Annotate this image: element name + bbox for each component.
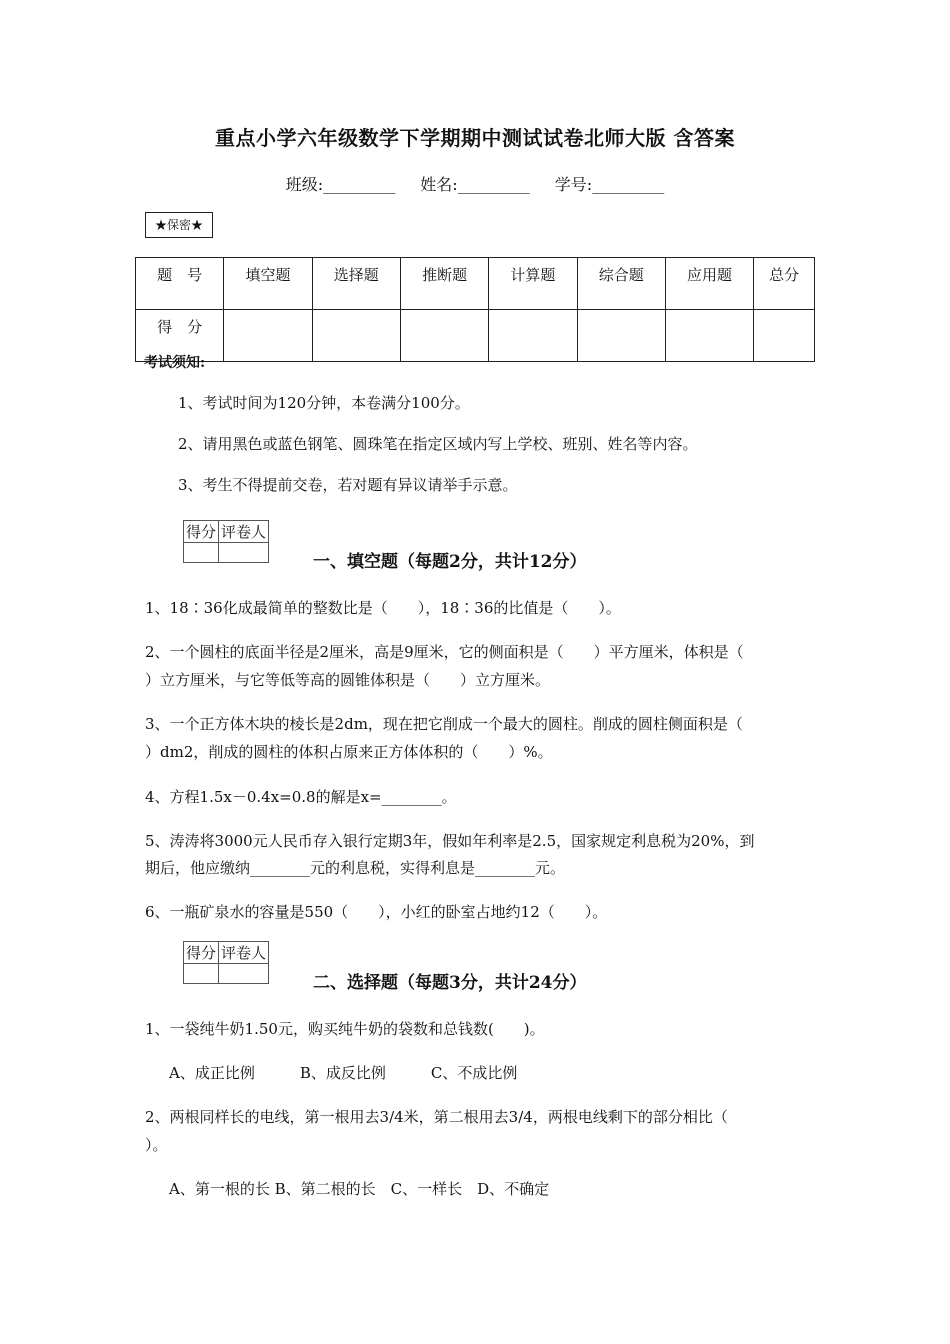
- score-table-cell: 应用题: [665, 258, 753, 310]
- score-table-header-row: [136, 258, 815, 310]
- score-table-cell: 选择题: [312, 258, 400, 310]
- notice-item: 2、请用黑色或蓝色钢笔、圆珠笔在指定区域内写上学校、班别、姓名等内容。: [178, 435, 698, 453]
- grader-reviewer-cell[interactable]: [219, 543, 269, 563]
- grader-reviewer-label: 评卷人: [219, 942, 269, 964]
- score-table-cell: 得 分: [136, 310, 224, 362]
- answer-options: A、成正比例 B、成反比例 C、不成比例: [169, 1064, 518, 1082]
- grader-score-cell[interactable]: [184, 964, 219, 984]
- question-line: 3、一个正方体木块的棱长是2dm，现在把它削成一个最大的圆柱。削成的圆柱侧面积是（: [145, 715, 743, 733]
- score-table-score-row: [136, 310, 815, 362]
- grader-reviewer-cell[interactable]: [219, 964, 269, 984]
- grader-score-label: 得分: [184, 521, 219, 543]
- grader-reviewer-label: 评卷人: [219, 521, 269, 543]
- notice-item: 1、考试时间为120分钟，本卷满分100分。: [178, 394, 470, 412]
- notice-heading: 考试须知:: [144, 355, 206, 371]
- score-input-cell[interactable]: [665, 310, 753, 362]
- answer-options: A、第一根的长 B、第二根的长 C、一样长 D、不确定: [169, 1180, 550, 1198]
- question-line: ）立方厘米，与它等低等高的圆锥体积是（ ）立方厘米。: [145, 671, 551, 689]
- question-line: 2、两根同样长的电线，第一根用去3/4米，第二根用去3/4，两根电线剩下的部分相比（: [145, 1108, 728, 1126]
- name-field: 姓名:_________: [420, 175, 530, 194]
- grader-box: [183, 520, 269, 563]
- score-input-cell[interactable]: [754, 310, 815, 362]
- score-input-cell[interactable]: [224, 310, 312, 362]
- section-title: 一、填空题（每题2分，共计12分）: [313, 552, 587, 572]
- score-input-cell[interactable]: [489, 310, 577, 362]
- score-table-cell: 计算题: [489, 258, 577, 310]
- page-title: 重点小学六年级数学下学期期中测试试卷北师大版 含答案: [215, 126, 735, 150]
- student-info: [0, 172, 950, 195]
- score-table-cell: 题 号: [136, 258, 224, 310]
- question-line: 5、涛涛将3000元人民币存入银行定期3年，假如年利率是2.5，国家规定利息税为20%，到: [145, 832, 755, 850]
- question-line: 2、一个圆柱的底面半径是2厘米，高是9厘米，它的侧面积是（ ）平方厘米，体积是（: [145, 643, 744, 661]
- student-id-field: 学号:_________: [554, 175, 665, 194]
- grader-score-label: 得分: [184, 942, 219, 964]
- score-table-cell: 填空题: [224, 258, 312, 310]
- class-field: 班级:_________: [285, 175, 396, 194]
- section-title: 二、选择题（每题3分，共计24分）: [313, 973, 587, 993]
- score-table-cell: 总分: [754, 258, 815, 310]
- score-input-cell[interactable]: [400, 310, 488, 362]
- score-table: [135, 257, 815, 362]
- question-line: 1、一袋纯牛奶1.50元，购买纯牛奶的袋数和总钱数( )。: [145, 1020, 545, 1038]
- score-table-cell: 推断题: [400, 258, 488, 310]
- question-line: 1、18∶36化成最简单的整数比是（ ），18∶36的比值是（ ）。: [145, 599, 621, 617]
- score-input-cell[interactable]: [312, 310, 400, 362]
- notice-item: 3、考生不得提前交卷，若对题有异议请举手示意。: [178, 476, 518, 494]
- question-line: 6、一瓶矿泉水的容量是550（ ），小红的卧室占地约12（ ）。: [145, 903, 608, 921]
- question-line: ）dm2，削成的圆柱的体积占原来正方体体积的（ ）%。: [145, 743, 553, 761]
- score-input-cell[interactable]: [577, 310, 665, 362]
- grader-box: [183, 941, 269, 984]
- question-line: 期后，他应缴纳________元的利息税，实得利息是________元。: [145, 859, 566, 877]
- question-line: ）。: [145, 1136, 168, 1154]
- score-table-cell: 综合题: [577, 258, 665, 310]
- question-line: 4、方程1.5x－0.4x=0.8的解是x=________。: [145, 788, 457, 806]
- confidential-stamp: ★保密★: [145, 212, 213, 238]
- grader-score-cell[interactable]: [184, 543, 219, 563]
